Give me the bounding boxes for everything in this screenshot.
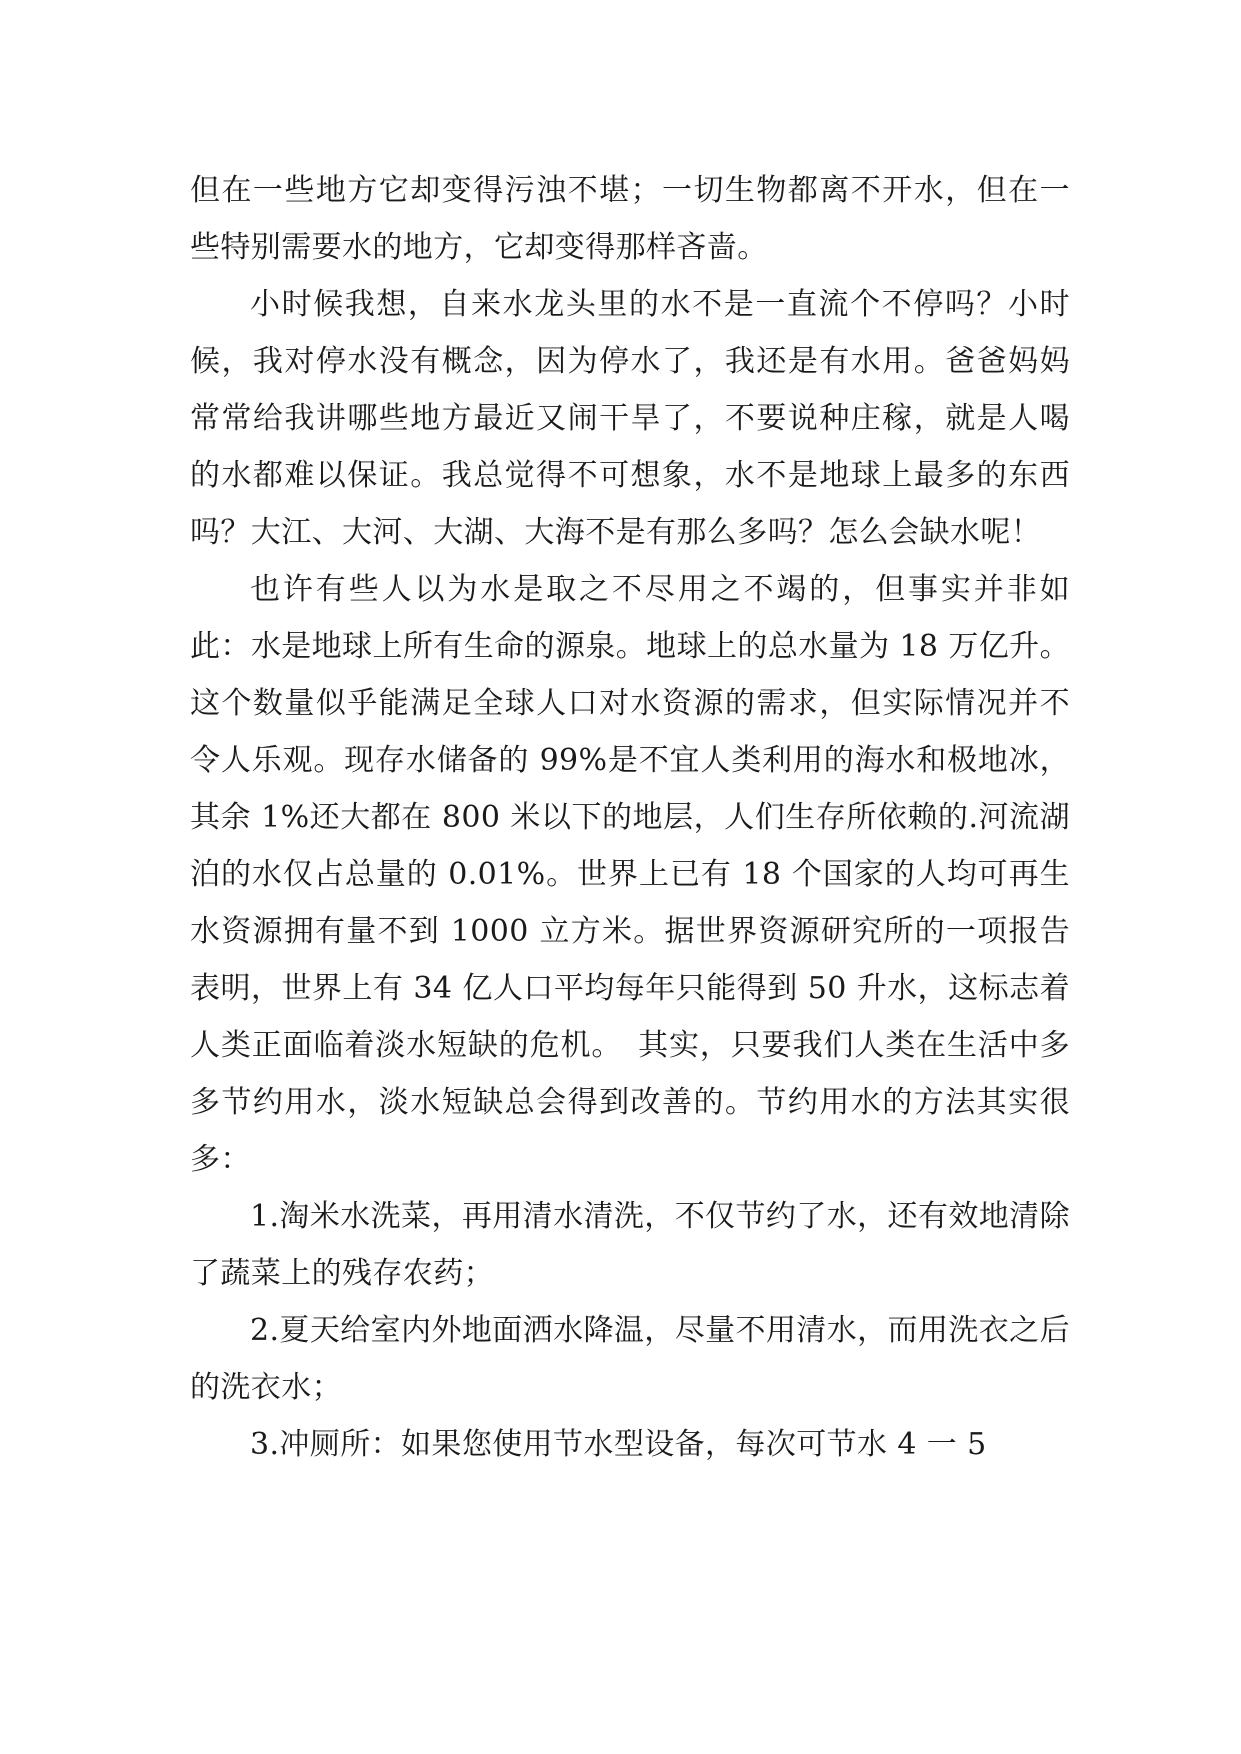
list-item-1: 1.淘米水洗菜，再用清水清洗，不仅节约了水，还有效地清除了蔬菜上的残存农药； [190,1199,1070,1291]
paragraph-3: 也许有些人以为水是取之不尽用之不竭的，但事实并非如此：水是地球上所有生命的源泉。地球上的总水量为 18 万亿升。这个数量似乎能满足全球人口对水资源的需求，但实际情况并不令人乐观。现存水储备的 99%是不宜人类利用的海水和极地冰，其余 1%还大都在 800 米以下的地层，人们生存所依赖的.河流湖泊的水仅占总量的 0.01%。世界上已有 18 个国家的人均可再生水资源拥有量不到 1000 立方米。据世界资源研究所的一项报告表明，世界上有 34 亿人口平均每年只能得到 50 升水，这标志着人类正面临着淡水短缺的危机。 其实，只要我们人类在生活中多多节约用水，淡水短缺总会得到改善的。节约用水的方法其实很多： [190,572,1070,1177]
paragraph-1: 但在一些地方它却变得污浊不堪；一切生物都离不开水，但在一些特别需要水的地方，它却变得那样吝啬。 [190,173,1070,265]
paragraph-2: 小时候我想，自来水龙头里的水不是一直流个不停吗？小时候，我对停水没有概念，因为停水了，我还是有水用。爸爸妈妈常常给我讲哪些地方最近又闹干旱了，不要说种庄稼，就是人喝的水都难以保证。我总觉得不可想象，水不是地球上最多的东西吗？大江、大河、大湖、大海不是有那么多吗？怎么会缺水呢！ [190,287,1070,550]
list-item-2: 2.夏天给室内外地面洒水降温，尽量不用清水，而用洗衣之后的洗衣水； [190,1313,1070,1405]
list-item-3: 3.冲厕所：如果您使用节水型设备，每次可节水 4 一 5 [250,1427,987,1462]
document-body [190,162,1070,1473]
